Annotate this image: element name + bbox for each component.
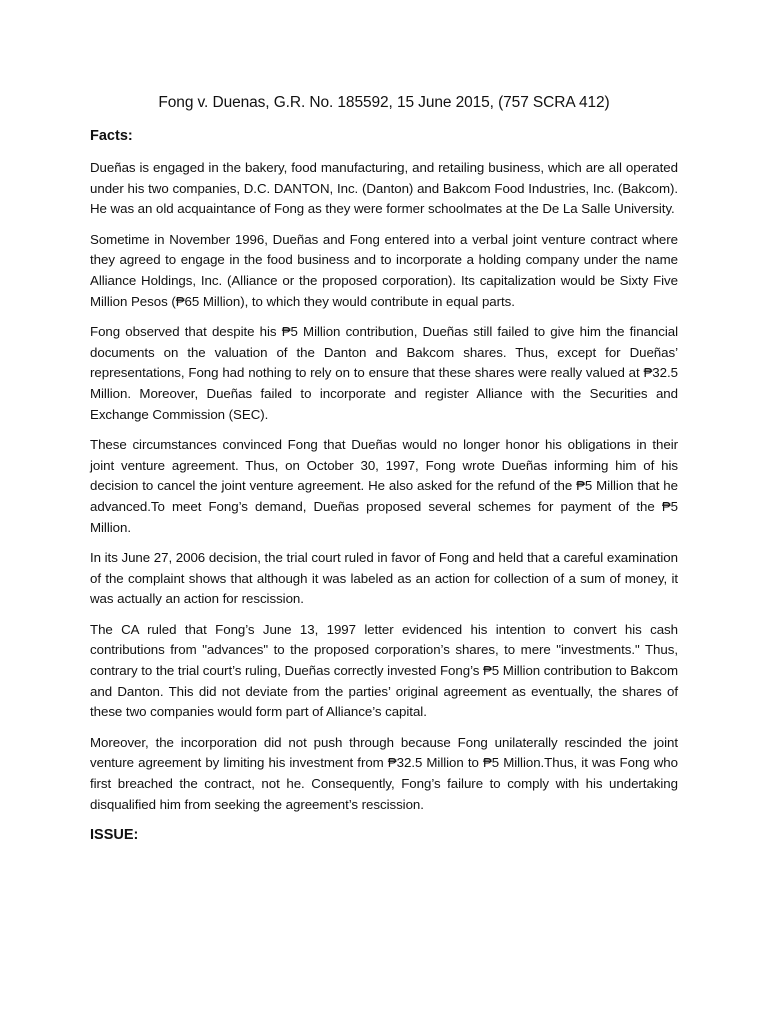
paragraph-7: Moreover, the incorporation did not push through because Fong unilaterally rescinded the joint venture agreement by limiting his investment from ₱32.5 Million to ₱5 Million.Thus, it was Fong who first breached the contract, not he. Consequently, Fong’s failure to comply with his undertaking disqualified him from seeking the agreement’s rescission. (90, 734, 678, 812)
document-title: Fong v. Duenas, G.R. No. 185592, 15 June 2015, (757 SCRA 412) (158, 94, 610, 111)
facts-heading: Facts: (90, 128, 133, 144)
paragraph-3: Fong observed that despite his ₱5 Million contribution, Dueñas still failed to give him the financial documents on the valuation of the Danton and Bakcom shares. Thus, except for Dueñas’ representations, Fong had nothing to rely on to ensure that these shares were really valued at ₱32.5 Million. Moreover, Dueñas failed to incorporate and register Alliance with the Securities and Exchange Commission (SEC). (90, 324, 678, 422)
paragraph-5: In its June 27, 2006 decision, the trial court ruled in favor of Fong and held that a careful examination of the complaint shows that although it was labeled as an action for collection of a sum of money, it was actually an action for rescission. (90, 550, 678, 607)
paragraph-6: The CA ruled that Fong’s June 13, 1997 letter evidenced his intention to convert his cash contributions from "advances" to the proposed corporation’s shares, to mere "investments." Thus, contrary to the trial court’s ruling, Dueñas correctly invested Fong’s ₱5 Million contribution to Bakcom and Danton. This did not deviate from the parties’ original agreement as eventually, the shares of these two companies would form part of Alliance’s capital. (90, 621, 678, 720)
paragraph-1: Dueñas is engaged in the bakery, food manufacturing, and retailing business, which are all operated under his two companies, D.C. DANTON, Inc. (Danton) and Bakcom Food Industries, Inc. (Bakcom). He was an old acquaintance of Fong as they were former schoolmates at the De La Salle University. (90, 160, 678, 217)
issue-heading: ISSUE: (90, 827, 139, 844)
paragraph-4: These circumstances convinced Fong that Dueñas would no longer honor his obligations in their joint venture agreement. Thus, on October 30, 1997, Fong wrote Dueñas informing him of his decision to cancel the joint venture agreement. He also asked for the refund of the ₱5 Million that he advanced.To meet Fong’s demand, Dueñas proposed several schemes for payment of the ₱5 Million. (90, 437, 678, 535)
document-page (90, 92, 678, 857)
paragraph-2: Sometime in November 1996, Dueñas and Fong entered into a verbal joint venture contract where they agreed to engage in the food business and to incorporate a holding company under the name Alliance Holdings, Inc. (Alliance or the proposed corporation). Its capitalization would be Sixty Five Million Pesos (₱65 Million), to which they would contribute in equal parts. (90, 231, 678, 309)
